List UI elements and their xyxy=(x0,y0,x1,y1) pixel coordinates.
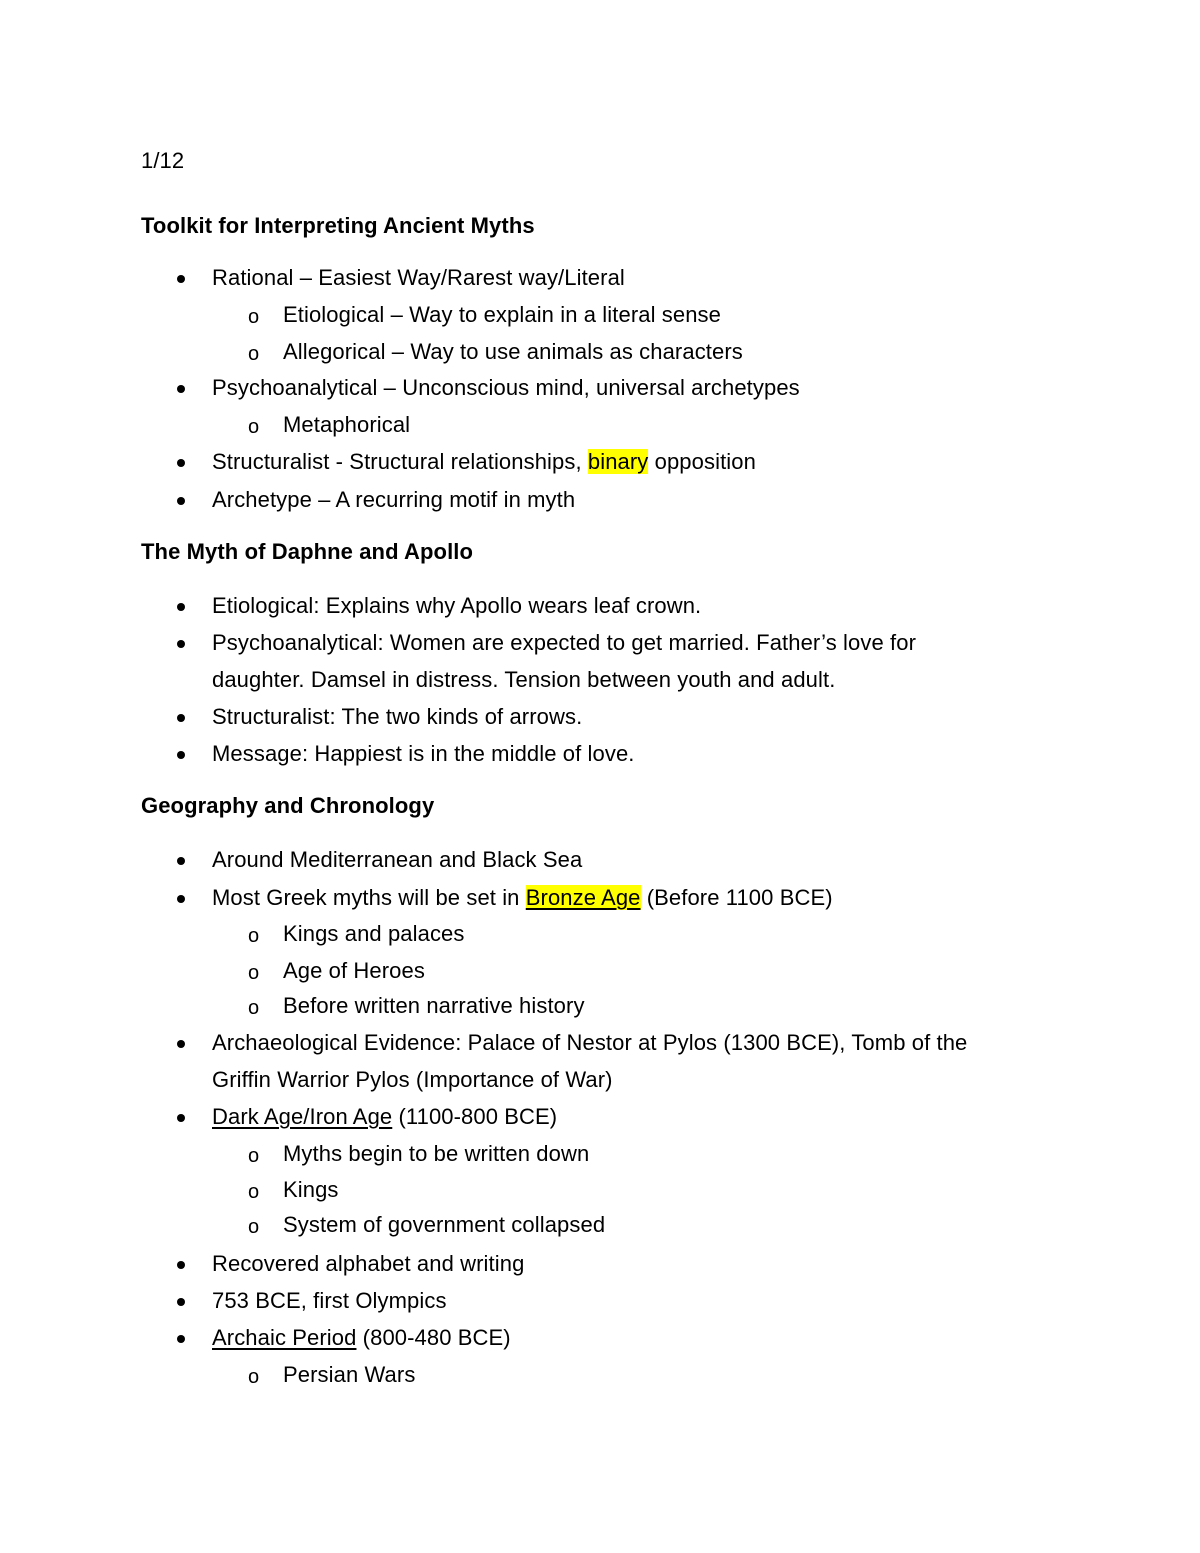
list-item-psychoanalytical: Psychoanalytical: Women are expected to get married. Father’s love for xyxy=(212,630,917,655)
underlined-term-archaic-period: Archaic Period xyxy=(212,1325,357,1350)
list-item-archaeological: Archaeological Evidence: Palace of Nestor at Pylos (1300 BCE), Tomb of the xyxy=(212,1030,968,1055)
sublist-item-age-heroes: Age of Heroes xyxy=(283,958,425,983)
date-label: 1/12 xyxy=(141,148,185,173)
structuralist-text-end: opposition xyxy=(648,449,756,474)
sublist-item-allegorical: Allegorical – Way to use animals as characters xyxy=(283,339,743,364)
sub-bullet-icon: o xyxy=(248,962,260,984)
list-item-bronze-age xyxy=(212,883,833,913)
sublist-item-kings-palaces: Kings and palaces xyxy=(283,921,465,946)
sub-bullet-icon: o xyxy=(248,343,260,365)
bullet-icon xyxy=(177,895,185,903)
bullet-icon xyxy=(177,751,185,759)
bullet-icon xyxy=(177,857,185,865)
sublist-item-before-written: Before written narrative history xyxy=(283,993,585,1018)
sub-bullet-icon: o xyxy=(248,306,260,328)
bullet-icon xyxy=(177,275,185,283)
bullet-icon xyxy=(177,1335,185,1343)
list-item-psychoanalytical: Psychoanalytical – Unconscious mind, universal archetypes xyxy=(212,375,800,400)
sublist-item-system-government: System of government collapsed xyxy=(283,1212,606,1237)
section-heading-daphne-apollo: The Myth of Daphne and Apollo xyxy=(141,539,474,564)
list-item-dark-age xyxy=(212,1102,557,1132)
sub-bullet-icon: o xyxy=(248,416,260,438)
sub-bullet-icon: o xyxy=(248,1145,260,1167)
list-item-etiological: Etiological: Explains why Apollo wears leaf crown. xyxy=(212,593,702,618)
bullet-icon xyxy=(177,603,185,611)
list-item-rational: Rational – Easiest Way/Rarest way/Literal xyxy=(212,265,625,290)
list-item-message: Message: Happiest is in the middle of love. xyxy=(212,741,635,766)
list-item-structuralist: Structuralist: The two kinds of arrows. xyxy=(212,704,583,729)
sublist-item-myths-written: Myths begin to be written down xyxy=(283,1141,590,1166)
bullet-icon xyxy=(177,459,185,467)
list-item-around: Around Mediterranean and Black Sea xyxy=(212,847,583,872)
structuralist-text: Structuralist - Structural relationships, xyxy=(212,449,588,474)
bronze-age-text: Most Greek myths will be set in xyxy=(212,885,526,910)
sublist-item-persian-wars: Persian Wars xyxy=(283,1362,416,1387)
section-heading-toolkit: Toolkit for Interpreting Ancient Myths xyxy=(141,213,535,238)
bullet-icon xyxy=(177,714,185,722)
bullet-icon xyxy=(177,1298,185,1306)
list-item-olympics: 753 BCE, first Olympics xyxy=(212,1288,447,1313)
list-item-archaic-period xyxy=(212,1323,511,1353)
bullet-icon xyxy=(177,385,185,393)
bullet-icon xyxy=(177,1261,185,1269)
section-heading-geography-chronology: Geography and Chronology xyxy=(141,793,435,818)
sub-bullet-icon: o xyxy=(248,1366,260,1388)
list-item-psychoanalytical-continued: daughter. Damsel in distress. Tension between youth and adult. xyxy=(212,667,836,692)
sub-bullet-icon: o xyxy=(248,1216,260,1238)
bullet-icon xyxy=(177,1114,185,1122)
list-item-archetype: Archetype – A recurring motif in myth xyxy=(212,487,576,512)
bullet-icon xyxy=(177,497,185,505)
list-item-archaeological-continued: Griffin Warrior Pylos (Importance of War) xyxy=(212,1067,613,1092)
list-item-structuralist xyxy=(212,447,756,477)
bullet-icon xyxy=(177,1040,185,1048)
sub-bullet-icon: o xyxy=(248,997,260,1019)
underlined-term-dark-age: Dark Age/Iron Age xyxy=(212,1104,393,1129)
sublist-item-metaphorical: Metaphorical xyxy=(283,412,411,437)
archaic-text-end: (800-480 BCE) xyxy=(356,1325,511,1350)
highlighted-term-bronze-age: Bronze Age xyxy=(525,885,641,910)
sub-bullet-icon: o xyxy=(248,925,260,947)
sublist-item-kings: Kings xyxy=(283,1177,339,1202)
list-item-recovered: Recovered alphabet and writing xyxy=(212,1251,525,1276)
sub-bullet-icon: o xyxy=(248,1181,260,1203)
highlighted-term-binary: binary xyxy=(587,449,649,474)
sublist-item-etiological: Etiological – Way to explain in a literal sense xyxy=(283,302,721,327)
dark-age-text-end: (1100-800 BCE) xyxy=(392,1104,558,1129)
bullet-icon xyxy=(177,640,185,648)
bronze-age-text-end: (Before 1100 BCE) xyxy=(640,885,833,910)
